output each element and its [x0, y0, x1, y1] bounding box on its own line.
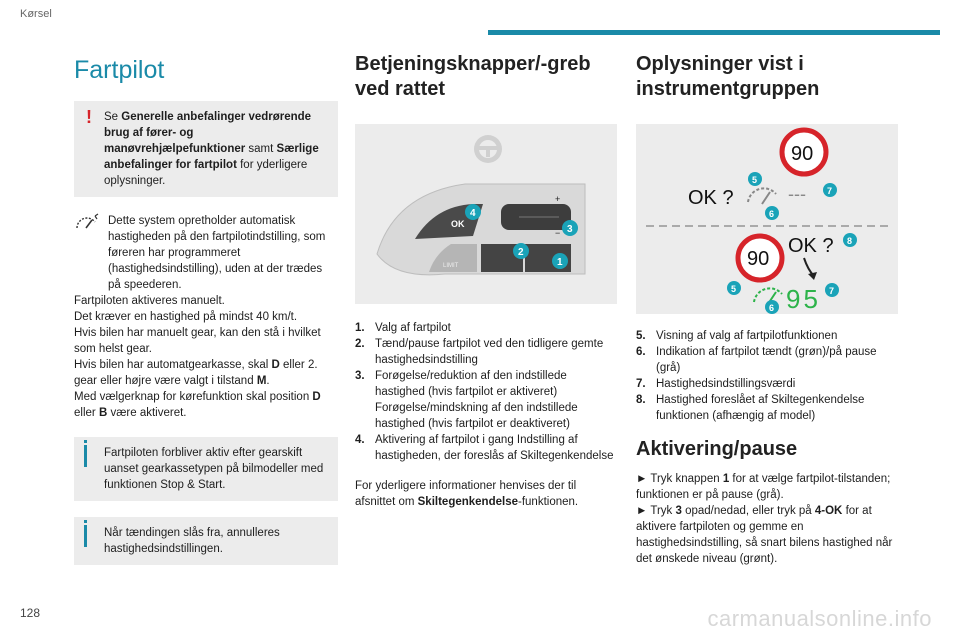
- subsection-title: Aktivering/pause: [636, 438, 798, 460]
- info-icon: [84, 525, 87, 547]
- svg-text:90: 90: [791, 143, 814, 165]
- reference-paragraph: For yderligere informationer henvises der til afsnittet om Skiltegenkendelse-funktionen.: [355, 480, 579, 508]
- svg-text:7: 7: [829, 286, 835, 296]
- column-controls: [355, 52, 617, 510]
- warning-box: [74, 101, 338, 197]
- list-item: 2. Tænd/pause fartpilot ved den tidligere gemte hastighedsindstilling: [355, 338, 604, 366]
- description-line: Fartpiloten aktiveres manuelt.: [74, 295, 225, 307]
- steering-wheel-figure: [355, 124, 617, 304]
- steering-wheel-icon: [474, 135, 502, 163]
- section-title: Oplysninger vist i instrumentgruppen: [636, 53, 820, 100]
- activation-step: ► Tryk knappen 1 for at vælge fartpilot-tilstanden; funktionen er på pause (grå).: [636, 473, 891, 501]
- description-line: Med vælgerknap for kørefunktion skal position D eller B være aktiveret.: [74, 391, 321, 419]
- warning-bold-ref: Særlige anbefalinger for fartpilot: [104, 143, 319, 171]
- svg-text:5: 5: [731, 284, 737, 294]
- ok-prompt: OK ?: [788, 235, 834, 257]
- svg-text:5: 5: [752, 175, 758, 185]
- limit-label: LIMIT: [443, 263, 459, 269]
- cruise-gauge-gray: [748, 188, 776, 202]
- warning-text: for yderligere oplysninger.: [104, 159, 308, 187]
- instrument-cluster-figure: [636, 124, 898, 314]
- info-text: Fartpiloten forbliver aktiv efter gearskift uanset gearkassetypen på bilmodeller med funktionen Stop & Start.: [104, 447, 324, 491]
- svg-text:2: 2: [518, 247, 524, 258]
- column-instrument: [636, 52, 898, 567]
- svg-text:7: 7: [827, 186, 833, 196]
- header-accent-bar: [488, 30, 940, 35]
- section-title: Betjeningsknapper/-greb ved rattet: [355, 53, 591, 100]
- list-item: 8. Hastighed foreslået af Skiltegenkendelse funktionen (afhængig af model): [636, 394, 865, 422]
- svg-text:8: 8: [847, 236, 853, 246]
- svg-text:3: 3: [567, 224, 573, 235]
- list-item: 4. Aktivering af fartpilot i gang Indstilling af hastigheden, der foreslås af Skiltegenkendelse: [355, 434, 614, 462]
- description-line: Det kræver en hastighed på mindst 40 km/t.: [74, 311, 298, 323]
- warning-text: Se: [104, 111, 122, 123]
- list-item: 3. Forøgelse/reduktion af den indstillede hastighed (hvis fartpilot er aktiveret) Forøgelse/mindskning af den indstillede hastighed (hvis fartpilot er deaktiveret): [355, 370, 578, 430]
- info-text: Når tændingen slås fra, annulleres hastighedsindstillingen.: [104, 527, 280, 555]
- description-block: [74, 213, 338, 421]
- warning-text: samt: [245, 143, 277, 155]
- warning-icon: !: [86, 107, 92, 127]
- list-item: 7. Hastighedsindstillingsværdi: [636, 378, 796, 390]
- page-number: 128: [20, 606, 41, 620]
- steering-controls-illustration: [355, 124, 617, 304]
- ok-label: OK: [451, 219, 465, 229]
- controls-list: [355, 320, 617, 464]
- svg-text:6: 6: [769, 209, 775, 219]
- cluster-legend-list: [636, 328, 898, 424]
- cruise-gauge-green: [754, 288, 782, 302]
- speed-gauge-icon: [74, 213, 100, 231]
- set-speed-value: 95: [786, 284, 821, 314]
- description-intro: Dette system opretholder automatisk hastigheden på den fartpilotindstilling, som føreren har programmeret (hastighedsindstilling), uden at der trædes på speederen.: [108, 215, 326, 291]
- info-box: [74, 517, 338, 565]
- svg-text:4: 4: [470, 208, 476, 219]
- ok-prompt: OK ?: [688, 187, 734, 209]
- warning-bold-ref: Generelle anbefalinger vedrørende brug af fører- og manøvrehjælpefunktioner: [104, 111, 312, 155]
- description-line: Hvis bilen har automatgearkasse, skal D eller 2. gear eller højre være valgt i tilstand M.: [74, 359, 318, 387]
- list-item: 6. Indikation af fartpilot tændt (grøn)/på pause (grå): [636, 346, 877, 374]
- speed-dashes: ---: [788, 184, 806, 204]
- page-title: Fartpilot: [74, 56, 165, 84]
- svg-text:6: 6: [769, 303, 775, 313]
- column-fartpilot: [74, 52, 338, 581]
- description-line: Hvis bilen har manuelt gear, kan den stå i hvilket som helst gear.: [74, 327, 321, 355]
- minus-label: −: [555, 228, 561, 238]
- info-icon: [84, 445, 87, 467]
- svg-text:1: 1: [557, 257, 563, 268]
- list-item: 5. Visning af valg af fartpilotfunktionen: [636, 330, 838, 342]
- svg-text:90: 90: [747, 248, 770, 270]
- activation-step: ► Tryk 3 opad/nedad, eller tryk på 4-OK for at aktivere fartpiloten og gemme en hastighedsindstilling, så snart bilens hastighed når det ønskede niveau (grønt).: [636, 505, 893, 565]
- plus-label: +: [555, 194, 561, 204]
- cluster-illustration: [636, 124, 898, 314]
- list-item: 1. Valg af fartpilot: [355, 322, 451, 334]
- header-section-label: Kørsel: [20, 8, 52, 20]
- watermark: carmanualsonline.info: [707, 606, 932, 631]
- info-box: [74, 437, 338, 501]
